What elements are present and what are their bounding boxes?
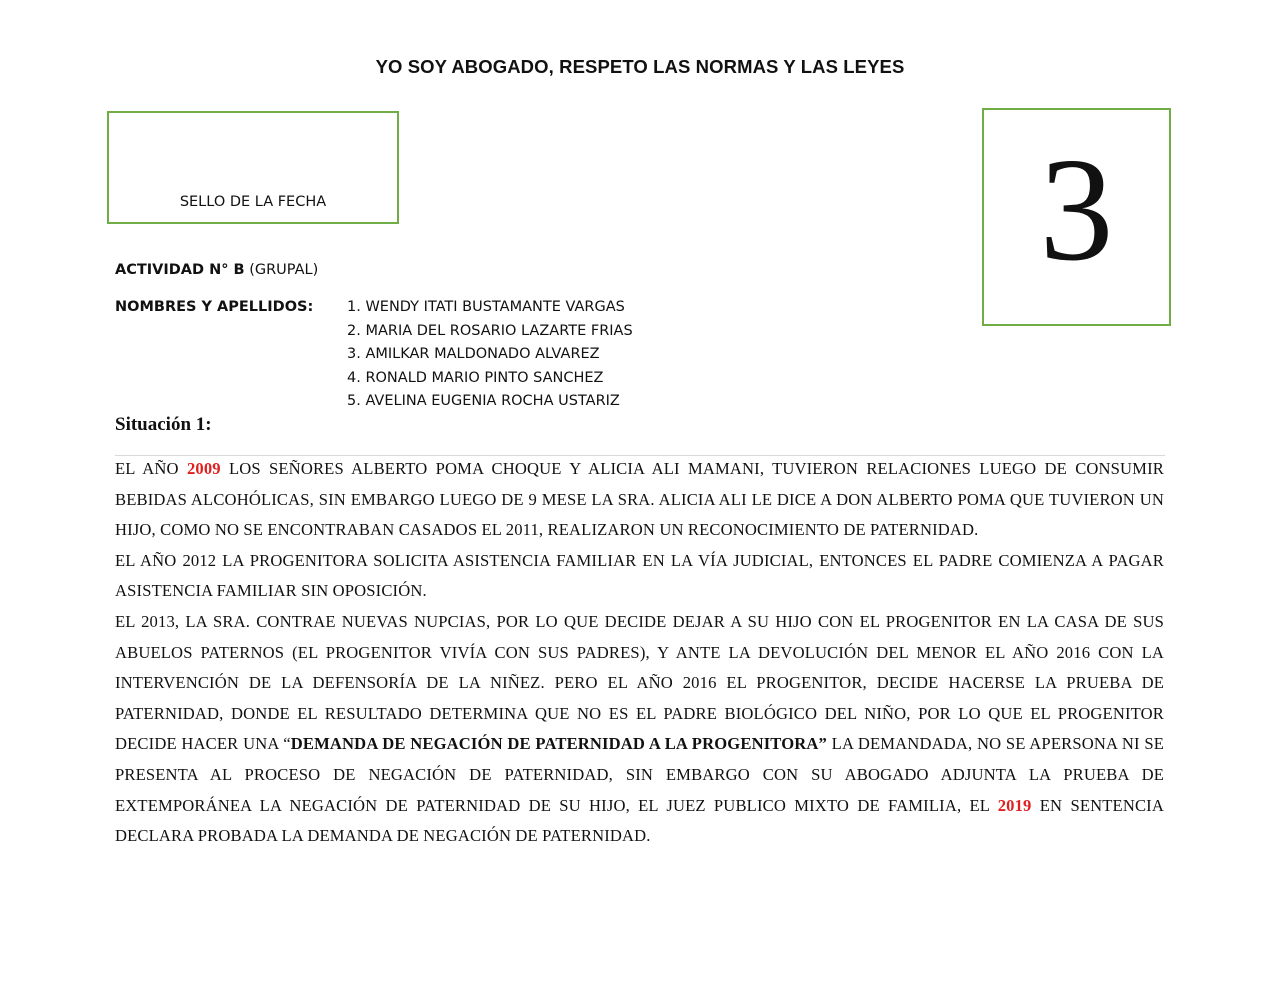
list-item: 5. AVELINA EUGENIA ROCHA USTARIZ [347, 393, 620, 409]
p3-text-c: EN SENTENCIA DECLARA PROBADA LA DEMANDA DE NEGACIÓN DE PATERNIDAD. [115, 795, 1164, 846]
activity-line [115, 262, 318, 278]
activity-note: (GRUPAL) [244, 262, 319, 278]
p1-text-b: LOS SEÑORES ALBERTO POMA CHOQUE Y ALICIA ALI MAMANI, TUVIERON RELACIONES LUEGO DE CONSUMIR BEBIDAS ALCOHÓLICAS, SIN EMBARGO LUEGO DE 9 MESE LA SRA. ALICIA ALI LE DICE A DON ALBERTO POMA QUE TUVIERON UN HIJO, COMO NO SE ENCONTRABAN CASADOS EL 2011, REALIZARON UN RECONOCIMIENTO DE PATERNIDAD. [115, 459, 1164, 540]
year-2009-highlight: 2009 [186, 459, 221, 478]
date-stamp-label: SELLO DE LA FECHA [179, 194, 327, 210]
activity-label: ACTIVIDAD N° B [115, 262, 245, 278]
p1-text-a: EL AÑO [115, 459, 187, 478]
list-item: 2. MARIA DEL ROSARIO LAZARTE FRIAS [347, 322, 633, 339]
paragraph-3 [115, 607, 1164, 852]
list-item: 1. WENDY ITATI BUSTAMANTE VARGAS [347, 299, 625, 315]
list-item: 3. AMILKAR MALDONADO ALVAREZ [347, 346, 600, 362]
p3-text-b: LA DEMANDADA, NO SE APERSONA NI SE PRESENTA AL PROCESO DE NEGACIÓN DE PATERNIDAD, SIN EMBARGO CON SU ABOGADO ADJUNTA LA PRUEBA DE EXTEMPORÁNEA LA NEGACIÓN DE PATERNIDAD DE SU HIJO, EL JUEZ PUBLICO MIXTO DE FAMILIA, EL [115, 734, 1164, 815]
paragraph-2: EL AÑO 2012 LA PROGENITORA SOLICITA ASISTENCIA FAMILIAR EN LA VÍA JUDICIAL, ENTONCES EL PADRE COMIENZA A PAGAR ASISTENCIA FAMILIAR SIN OPOSICIÓN. [115, 550, 1164, 601]
page-number: 3 [1039, 128, 1114, 292]
list-item: 4. RONALD MARIO PINTO SANCHEZ [347, 369, 604, 386]
situation-body [115, 454, 1164, 852]
page-number-box [982, 108, 1171, 326]
year-2019-highlight: 2019 [997, 795, 1032, 815]
p3-text-a: EL 2013, LA SRA. CONTRAE NUEVAS NUPCIAS, POR LO QUE DECIDE DEJAR A SU HIJO CON EL PROGENITOR EN LA CASA DE SUS ABUELOS PATERNOS (EL PROGENITOR VIVÍA CON SUS PADRES), Y ANTE LA DEVOLUCIÓN DEL MENOR EL AÑO 2016 CON LA INTERVENCIÓN DE LA DEFENSORÍA DE LA NIÑEZ. PERO EL AÑO 2016 EL PROGENITOR, DECIDE HACERSE LA PRUEBA DE PATERNIDAD, DONDE EL RESULTADO DETERMINA QUE NO ES EL PADRE BIOLÓGICO DEL NIÑO, POR LO QUE EL PROGENITOR DECIDE HACER UNA “ [115, 611, 1164, 754]
names-label: NOMBRES Y APELLIDOS: [115, 299, 314, 315]
date-stamp-box [107, 111, 399, 224]
page-title: YO SOY ABOGADO, RESPETO LAS NORMAS Y LAS LEYES [375, 56, 905, 77]
situation-heading: Situación 1: [115, 414, 212, 435]
paragraph-1 [115, 454, 1164, 546]
names-list [347, 298, 633, 416]
demand-title-bold: DEMANDA DE NEGACIÓN DE PATERNIDAD A LA PROGENITORA” [290, 734, 827, 754]
